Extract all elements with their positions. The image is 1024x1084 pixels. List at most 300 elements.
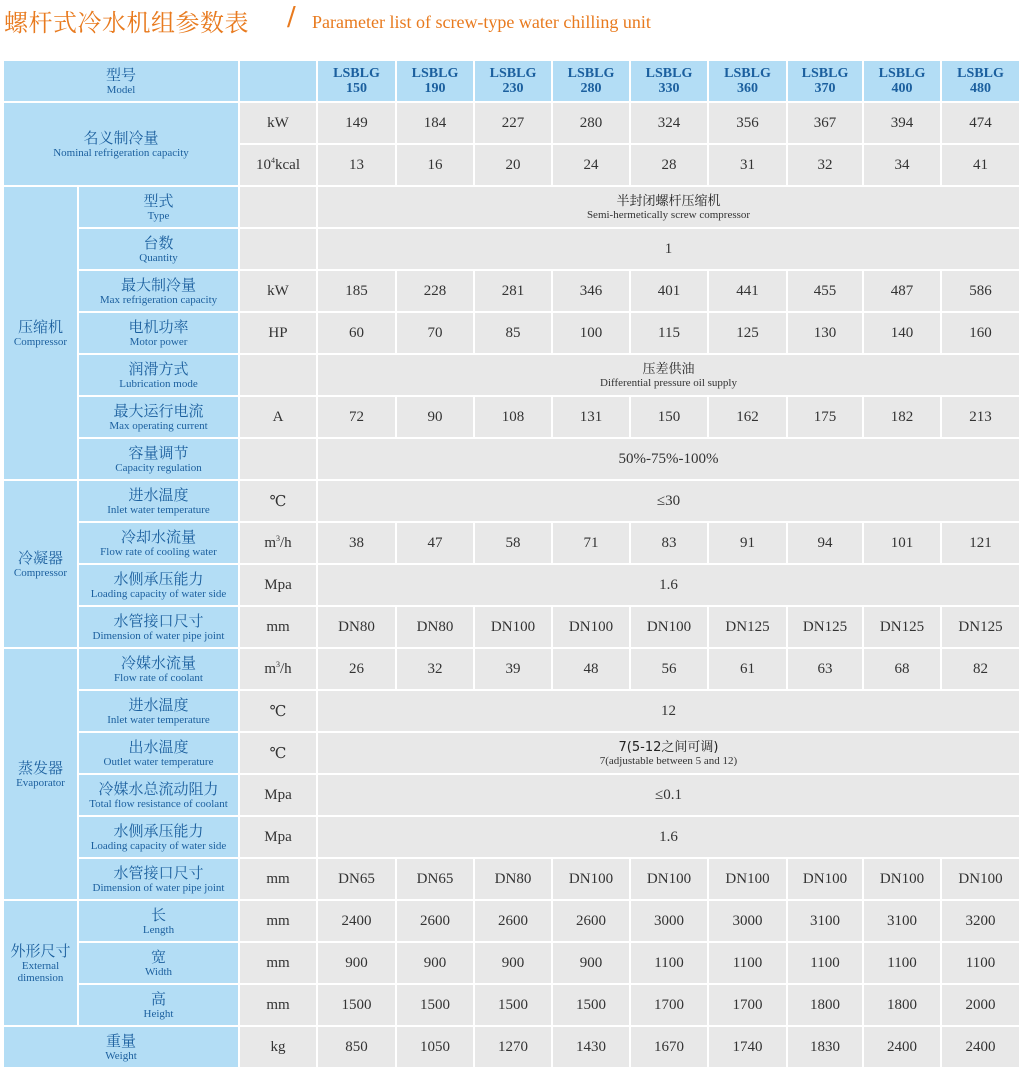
unit-text: mm — [266, 954, 290, 971]
unit-text: ℃ — [269, 493, 287, 510]
value-text: 68 — [894, 660, 910, 677]
row-label-cn: 出水温度 — [128, 737, 189, 756]
group-label — [4, 649, 77, 899]
model-number: 400 — [891, 81, 913, 96]
row-label-en: Motor power — [129, 335, 188, 348]
value-text: 1100 — [810, 954, 840, 971]
group-label-cn: 蒸发器 — [17, 758, 63, 777]
value-cell — [942, 943, 1019, 983]
value-cell — [864, 649, 940, 689]
value-cell — [397, 985, 473, 1025]
value-text: 213 — [969, 408, 992, 425]
value-cell — [788, 271, 862, 311]
value-cell — [631, 523, 707, 563]
value-cell — [397, 397, 473, 437]
value-text: 94 — [817, 534, 833, 551]
value-cell — [864, 1027, 940, 1067]
value-text: 125 — [736, 324, 759, 341]
value-text: 900 — [501, 954, 525, 971]
value-cell — [942, 145, 1019, 185]
row-label-cn: 重量 — [105, 1031, 136, 1050]
value-text: 1670 — [654, 1038, 684, 1055]
value-cell — [788, 901, 862, 941]
row-label — [79, 607, 238, 647]
value-text: 1100 — [887, 954, 917, 971]
value-text: 184 — [423, 114, 447, 131]
value-text: 130 — [813, 324, 837, 341]
value-cell — [553, 859, 629, 899]
row-label-cn: 润滑方式 — [128, 359, 189, 378]
value-text: 26 — [349, 660, 364, 677]
value-cell — [788, 145, 862, 185]
value-text: 149 — [345, 114, 368, 131]
group-label — [4, 481, 77, 647]
value-cell — [631, 859, 707, 899]
unit-cell — [240, 397, 316, 437]
value-text: 48 — [583, 660, 599, 677]
value-text: 2600 — [498, 912, 528, 929]
row-label-cn: 容量调节 — [128, 443, 189, 462]
value-text: 2400 — [965, 1038, 996, 1055]
value-cell — [553, 943, 629, 983]
row-label-cn: 电机功率 — [128, 317, 189, 336]
value-cell — [475, 313, 551, 353]
merged-value-text: 1.6 — [659, 828, 678, 845]
value-text: 24 — [583, 156, 599, 173]
value-cell — [397, 523, 473, 563]
value-text: 115 — [658, 324, 680, 341]
row-label — [79, 649, 238, 689]
page-header — [0, 0, 1024, 52]
value-cell — [631, 103, 707, 143]
value-text: 28 — [661, 156, 677, 173]
unit-cell — [240, 691, 316, 731]
value-text: 150 — [657, 408, 681, 425]
value-cell — [318, 607, 395, 647]
model-column-header — [788, 61, 862, 101]
value-text: 227 — [501, 114, 525, 131]
value-cell — [318, 649, 395, 689]
value-text: 91 — [740, 534, 755, 551]
model-number: 480 — [970, 81, 991, 96]
value-text: 394 — [890, 114, 914, 131]
model-series: LSBLG — [489, 66, 537, 81]
row-label — [79, 859, 238, 899]
value-text: 280 — [579, 114, 603, 131]
value-cell — [397, 901, 473, 941]
unit-text: $m^3/h$ — [264, 660, 292, 677]
row-label — [79, 523, 238, 563]
model-number: 230 — [502, 81, 524, 96]
merged-value-text: 50%-75%-100% — [618, 450, 719, 467]
row-label-cn: 冷媒水总流动阻力 — [98, 779, 219, 798]
value-text: 34 — [894, 156, 910, 173]
value-text: 1830 — [810, 1038, 840, 1055]
unit-cell — [240, 355, 316, 395]
value-cell — [553, 523, 629, 563]
row-label — [79, 229, 238, 269]
value-cell — [788, 649, 862, 689]
group-label-en: dimension — [17, 971, 64, 984]
value-cell — [864, 523, 940, 563]
value-cell — [475, 1027, 551, 1067]
group-label — [4, 901, 77, 1025]
unit-text: kW — [267, 114, 289, 131]
value-text: 441 — [736, 282, 759, 299]
value-cell — [397, 103, 473, 143]
value-text: 1100 — [732, 954, 763, 971]
unit-text: $10^4kcal$ — [256, 156, 300, 173]
value-text: 121 — [969, 534, 992, 551]
row-label-en: Height — [143, 1007, 174, 1020]
value-cell — [788, 1027, 862, 1067]
value-text: 71 — [583, 534, 599, 551]
value-text: 346 — [579, 282, 603, 299]
value-text: DN100 — [568, 870, 614, 887]
unit-text: Mpa — [264, 786, 292, 803]
value-cell — [318, 523, 395, 563]
group-label-en: Compressor — [13, 335, 68, 348]
value-cell — [709, 145, 786, 185]
row-label — [79, 187, 238, 227]
row-label — [79, 943, 238, 983]
value-text: 185 — [345, 282, 368, 299]
value-cell — [397, 271, 473, 311]
value-text: 31 — [740, 156, 755, 173]
value-text: 1500 — [420, 996, 450, 1013]
value-cell — [709, 985, 786, 1025]
value-cell — [553, 1027, 629, 1067]
row-label — [79, 313, 238, 353]
row-label — [79, 985, 238, 1025]
value-cell — [397, 859, 473, 899]
row-label — [79, 439, 238, 479]
row-label — [79, 481, 238, 521]
row-label-en: Nominal refrigeration capacity — [53, 146, 189, 159]
row-label-cn: 水侧承压能力 — [113, 569, 204, 588]
value-cell — [631, 313, 707, 353]
row-label — [79, 691, 238, 731]
value-text: 401 — [657, 282, 681, 299]
value-text: DN80 — [338, 618, 375, 635]
value-text: 100 — [579, 324, 603, 341]
row-label — [79, 565, 238, 605]
model-column-header — [864, 61, 940, 101]
merged-value-cell — [318, 775, 1019, 815]
unit-header-cell — [240, 61, 316, 101]
row-label-cn: 水管接口尺寸 — [113, 863, 204, 882]
value-cell — [709, 859, 786, 899]
value-text: 1430 — [576, 1038, 606, 1055]
value-cell — [942, 859, 1019, 899]
value-cell — [318, 103, 395, 143]
value-text: 108 — [501, 408, 525, 425]
value-cell — [864, 985, 940, 1025]
model-number: 280 — [580, 81, 602, 96]
value-cell — [709, 313, 786, 353]
value-cell — [475, 649, 551, 689]
model-header-cell — [4, 61, 238, 101]
value-cell — [475, 607, 551, 647]
value-cell — [631, 271, 707, 311]
value-cell — [942, 271, 1019, 311]
value-text: 58 — [505, 534, 521, 551]
value-text: 47 — [427, 534, 443, 551]
row-label-en: Total flow resistance of coolant — [89, 797, 228, 810]
unit-text: kW — [267, 282, 289, 299]
value-cell — [631, 397, 707, 437]
value-text: 90 — [427, 408, 443, 425]
value-text: 900 — [579, 954, 603, 971]
value-text: 1500 — [576, 996, 606, 1013]
value-cell — [631, 649, 707, 689]
unit-cell — [240, 481, 316, 521]
value-cell — [553, 985, 629, 1025]
unit-cell — [240, 187, 316, 227]
value-text: 61 — [740, 660, 755, 677]
row-label-en: Type — [147, 209, 170, 222]
value-text: 101 — [890, 534, 914, 551]
value-text: 83 — [661, 534, 677, 551]
row-label-cn: 最大运行电流 — [113, 401, 204, 420]
model-series: LSBLG — [801, 66, 849, 81]
value-text: 1500 — [498, 996, 528, 1013]
value-cell — [788, 607, 862, 647]
value-cell — [475, 859, 551, 899]
merged-value-cn: 半封闭螺杆压缩机 — [616, 193, 721, 209]
row-label-en: Width — [144, 965, 173, 978]
merged-value-text: ≤30 — [656, 492, 681, 509]
unit-cell — [240, 649, 316, 689]
row-label — [79, 355, 238, 395]
row-label — [79, 901, 238, 941]
unit-text: mm — [266, 912, 290, 929]
merged-value-en: Semi-hermetically screw compressor — [586, 208, 751, 221]
value-cell — [942, 397, 1019, 437]
unit-text: mm — [266, 618, 290, 635]
model-column-header — [553, 61, 629, 101]
value-text: 160 — [969, 324, 992, 341]
value-text: 1050 — [420, 1038, 450, 1055]
value-text: 82 — [973, 660, 988, 677]
unit-text: $m^3/h$ — [264, 534, 292, 551]
unit-cell — [240, 943, 316, 983]
value-text: DN125 — [958, 618, 1003, 635]
row-label-cn: 水管接口尺寸 — [113, 611, 204, 630]
value-cell — [864, 607, 940, 647]
value-cell — [553, 313, 629, 353]
value-text: DN80 — [416, 618, 454, 635]
row-label-en: Inlet water temperature — [107, 503, 210, 516]
value-text: 175 — [813, 408, 837, 425]
value-cell — [864, 397, 940, 437]
value-cell — [318, 397, 395, 437]
value-cell — [709, 649, 786, 689]
row-label-en: Max refrigeration capacity — [99, 293, 218, 306]
merged-value-text: 12 — [661, 702, 676, 719]
value-text: 455 — [813, 282, 837, 299]
value-cell — [864, 103, 940, 143]
value-text: 324 — [657, 114, 681, 131]
value-cell — [942, 607, 1019, 647]
value-cell — [397, 313, 473, 353]
model-column-header — [318, 61, 395, 101]
value-cell — [788, 313, 862, 353]
unit-cell — [240, 775, 316, 815]
merged-value-cell — [318, 565, 1019, 605]
value-text: 1270 — [498, 1038, 528, 1055]
value-cell — [397, 649, 473, 689]
value-cell — [397, 145, 473, 185]
row-label — [79, 271, 238, 311]
value-cell — [709, 607, 786, 647]
row-label-en: Lubrication mode — [119, 377, 198, 390]
value-cell — [553, 103, 629, 143]
value-text: 356 — [736, 114, 759, 131]
row-label-en: Dimension of water pipe joint — [92, 629, 225, 642]
value-cell — [475, 985, 551, 1025]
model-series: LSBLG — [411, 66, 459, 81]
value-text: 228 — [423, 282, 447, 299]
value-text: DN80 — [494, 870, 532, 887]
row-label — [79, 817, 238, 857]
unit-text: kg — [270, 1038, 286, 1055]
value-text: 70 — [427, 324, 443, 341]
value-text: DN100 — [490, 618, 536, 635]
value-text: 1700 — [732, 996, 763, 1013]
value-cell — [864, 313, 940, 353]
row-label-en: Loading capacity of water side — [90, 587, 227, 600]
value-text: DN65 — [416, 870, 454, 887]
value-text: DN125 — [879, 618, 925, 635]
row-label-en: Dimension of water pipe joint — [92, 881, 225, 894]
parameter-table — [4, 61, 1021, 1069]
value-cell — [864, 901, 940, 941]
value-text: DN100 — [646, 618, 692, 635]
unit-cell — [240, 859, 316, 899]
row-label-en: Inlet water temperature — [107, 713, 210, 726]
merged-value-cell — [318, 691, 1019, 731]
row-label-cn: 台数 — [143, 233, 174, 252]
value-cell — [709, 271, 786, 311]
unit-cell — [240, 1027, 316, 1067]
value-text: 20 — [505, 156, 521, 173]
unit-text: Mpa — [264, 828, 292, 845]
unit-text: mm — [266, 870, 290, 887]
value-cell — [942, 1027, 1019, 1067]
unit-cell — [240, 817, 316, 857]
value-cell — [709, 1027, 786, 1067]
row-label — [79, 733, 238, 773]
value-text: 2400 — [341, 912, 372, 929]
merged-value-cell — [318, 733, 1019, 773]
row-label — [79, 397, 238, 437]
value-cell — [788, 985, 862, 1025]
row-label — [4, 103, 238, 185]
merged-value-cell — [318, 481, 1019, 521]
merged-value-cell — [318, 439, 1019, 479]
value-text: 487 — [890, 282, 914, 299]
value-cell — [318, 943, 395, 983]
value-text: 367 — [813, 114, 837, 131]
value-cell — [631, 943, 707, 983]
model-number: 190 — [424, 81, 446, 96]
model-series: LSBLG — [645, 66, 693, 81]
value-text: DN100 — [568, 618, 614, 635]
value-text: 1100 — [654, 954, 684, 971]
row-label-cn: 冷媒水流量 — [120, 653, 196, 672]
value-text: 60 — [349, 324, 364, 341]
value-cell — [553, 901, 629, 941]
value-cell — [318, 859, 395, 899]
merged-value-text: 1 — [664, 240, 673, 257]
value-text: 2600 — [576, 912, 606, 929]
row-label-en: Max operating current — [109, 419, 208, 432]
value-cell — [318, 313, 395, 353]
value-text: 1100 — [965, 954, 996, 971]
unit-cell — [240, 229, 316, 269]
value-cell — [475, 103, 551, 143]
unit-cell — [240, 313, 316, 353]
value-text: 38 — [349, 534, 364, 551]
value-cell — [709, 901, 786, 941]
unit-cell — [240, 271, 316, 311]
value-cell — [631, 985, 707, 1025]
row-label-cn: 宽 — [150, 947, 166, 966]
value-cell — [631, 607, 707, 647]
value-cell — [709, 523, 786, 563]
row-label-en: Flow rate of coolant — [114, 671, 203, 684]
row-label-cn: 高 — [150, 989, 166, 1008]
value-cell — [318, 145, 395, 185]
value-text: 281 — [501, 282, 525, 299]
value-text: 474 — [969, 114, 992, 131]
row-label-cn: 长 — [150, 905, 166, 924]
value-cell — [788, 103, 862, 143]
value-text: 3100 — [810, 912, 840, 929]
row-label-en: Weight — [105, 1049, 137, 1062]
merged-value-cell — [318, 817, 1019, 857]
model-number: 330 — [658, 81, 680, 96]
row-label-cn: 进水温度 — [128, 485, 189, 504]
merged-value-cn: 7(5-12之间可调) — [618, 739, 719, 755]
unit-cell — [240, 985, 316, 1025]
value-cell — [709, 103, 786, 143]
value-cell — [318, 985, 395, 1025]
value-text: 85 — [505, 324, 521, 341]
value-cell — [864, 271, 940, 311]
value-cell — [475, 145, 551, 185]
value-text: 1700 — [654, 996, 684, 1013]
value-cell — [553, 397, 629, 437]
value-cell — [788, 523, 862, 563]
value-text: 39 — [505, 660, 521, 677]
unit-cell — [240, 439, 316, 479]
model-series: LSBLG — [724, 66, 771, 81]
value-cell — [942, 523, 1019, 563]
unit-text: A — [272, 408, 284, 425]
merged-value-en: 7(adjustable between 5 and 12) — [599, 754, 738, 767]
unit-cell — [240, 103, 316, 143]
value-cell — [942, 103, 1019, 143]
value-cell — [709, 943, 786, 983]
value-cell — [942, 985, 1019, 1025]
value-text: 2400 — [887, 1038, 917, 1055]
row-label-en: Outlet water temperature — [103, 755, 214, 768]
row-label — [4, 1027, 238, 1067]
value-cell — [788, 397, 862, 437]
merged-value-cell — [318, 229, 1019, 269]
